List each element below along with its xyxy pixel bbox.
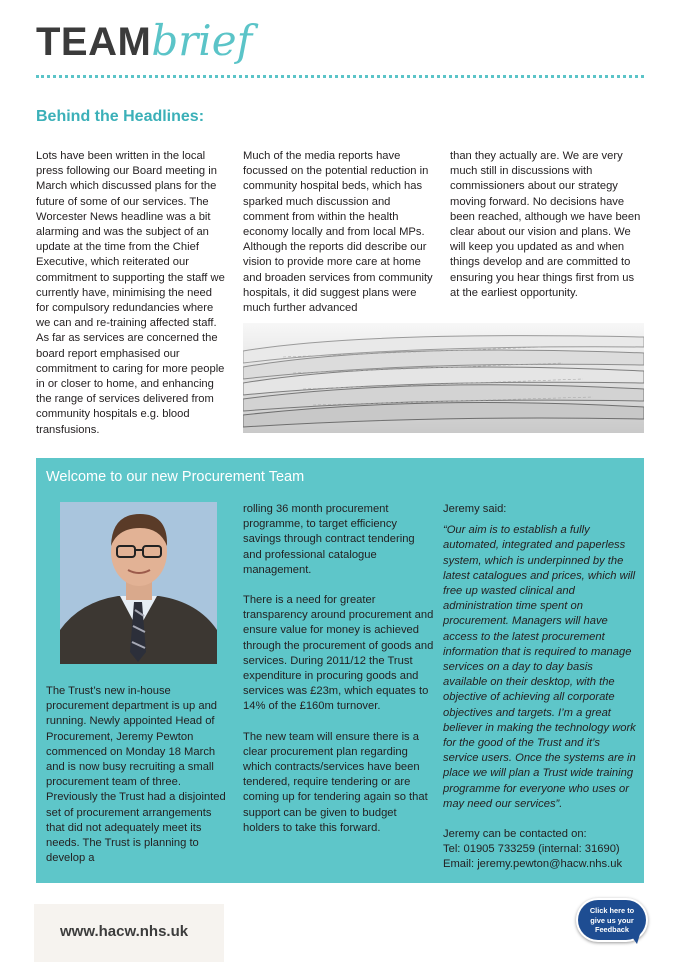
procurement-paragraph: rolling 36 month procurement programme, to target efficiency savings through contract tendering and professional catalogue management. [243,503,415,576]
headlines-title: Behind the Headlines: [36,108,205,125]
procurement-column-3 [443,502,637,873]
headlines-column-1: Lots have been written in the local press following our Board meeting in March which discussed plans for the future of some of our services. The Worcester News headline was a bit alarming and was the subject of an update at the time from the Chief Executive, which reiterated our commitment to supporting the staff we currently have, minimising the need for compulsory redundancies where we can and re-training affected staff. As far as services are concerned the board report emphasised our commitment to caring for more people in or closer to home, and enhancing the range of services delivered from community hospitals e.g. blood transfusions. [36,150,225,436]
procurement-section [36,458,644,883]
procurement-paragraph: There is a need for greater transparency around procurement and ensure value for money is achieved through the procurement of goods and services. During 2011/12 the Trust expenditure in procuring goods and services was £23m, which equates to 14% of the £160m turnover. [243,594,434,713]
logo-team-text: TEAM [36,20,152,64]
teambrief-logo [36,16,252,66]
contact-intro: Jeremy can be contacted on: [443,828,587,841]
jeremy-quote: “Our aim is to establish a fully automated, integrated and paperless system, which is underpinned by the latest catalogues and prices, which will free up wasted clinical and administration time spent on procurement. Managers will have access to the latest procurement information that is required to manage services on a day to day basis available on their desktop, with the objective of achieving all corporate objectives and targets. I’m a great believer in making the technology work for the good of the Trust and it’s service users. Once the systems are in place we will plan a Trust wide training programme for everyone who uses or may need our services”. [443,524,636,810]
procurement-title: Welcome to our new Procurement Team [46,469,305,485]
headlines-column-3: than they actually are. We are very much still in discussions with commissioners about our strategy moving forward. No decisions have been reached, although we have been clear about our vision and plans. We will keep you updated as and when things develop and are committed to ensuring you hear things first from us at the earliest opportunity. [450,150,641,299]
logo-brief-text: brief [151,16,253,65]
newspapers-photo [243,323,644,433]
footer-url-box [34,904,224,962]
feedback-label-1: Click here to [589,906,635,915]
jeremy-pewton-photo [60,502,217,664]
headlines-column-2: Much of the media reports have focussed on the potential reduction in community hospital beds, which has sparked much discussion and comment from within the health economy locally and from local MPs. Although the reports did describe our vision to provide more care at home and broaden services from community hospitals, it did suggest plans were much further advanced [243,150,433,315]
feedback-label-3: Feedback [594,925,630,934]
contact-telephone: Tel: 01905 733259 (internal: 31690) [443,843,620,856]
speech-bubble-tail [630,934,640,944]
website-link[interactable]: www.hacw.nhs.uk [60,923,189,940]
feedback-label-2: give us your [590,915,634,925]
quote-intro: Jeremy said: [443,503,507,515]
contact-email: Email: jeremy.pewton@hacw.nhs.uk [443,858,623,871]
procurement-column-2 [243,502,435,851]
procurement-column-1: The Trust’s new in-house procurement department is up and running. Newly appointed Head of Procurement, Jeremy Pewton commenced on Monday 18 March and is now busy recruiting a small procurement team of three. Previously the Trust had a disjointed set of procurement arrangements that did not adequately meet its needs. The Trust is planning to develop a [46,685,226,865]
dotted-divider [36,75,644,78]
procurement-paragraph: The new team will ensure there is a clear procurement plan regarding which contracts/services have been tendered, require tendering or are coming up for tendering again so that support can be given to budget holders to take this forward. [243,730,428,834]
